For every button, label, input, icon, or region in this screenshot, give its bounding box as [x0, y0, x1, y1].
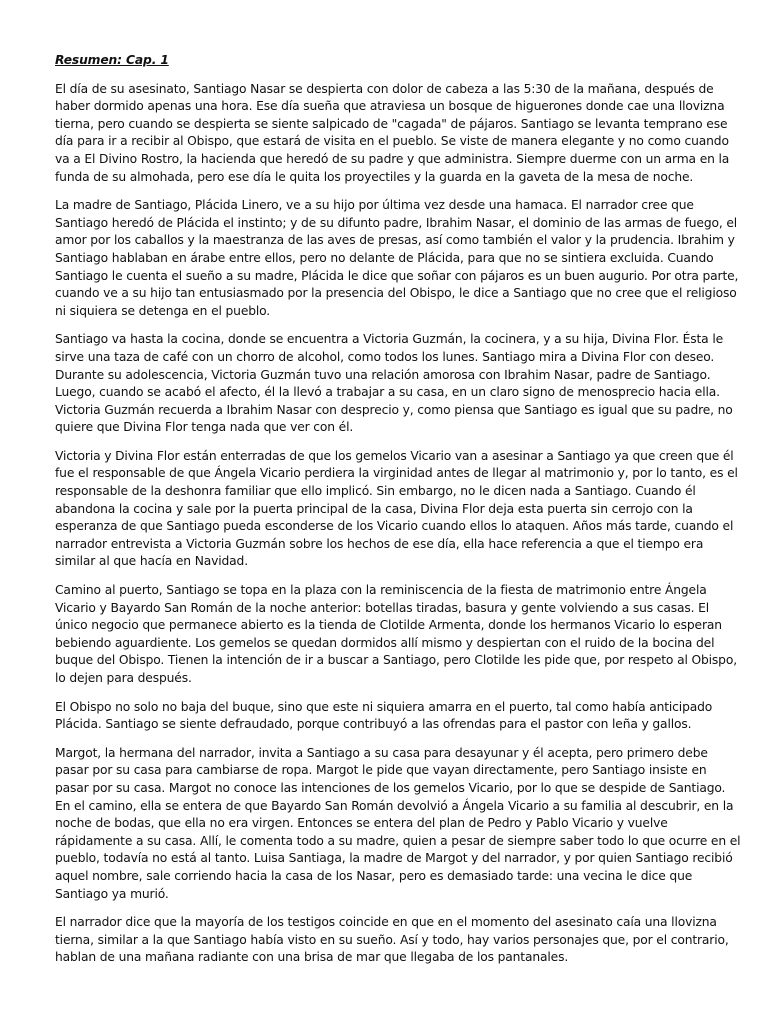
paragraph-6: El Obispo no solo no baja del buque, sino que este ni siquiera amarra en el puerto, tal como había anticipado Plácida. Santiago se siente defraudado, porque contribuyó a las ofrendas para el pastor con leña y gallos. [55, 699, 713, 732]
paragraph-4: Victoria y Divina Flor están enterradas de que los gemelos Vicario van a asesinar a Santiago ya que creen que él fue el responsable de que Ángela Vicario perdiera la virginidad antes de llegar al matrimonio y, por lo tanto, es el responsable de la deshonra familiar que ello implicó. Sin embargo, no le dicen nada a Santiago. Cuando él abandona la cocina y sale por la puerta principal de la casa, Divina Flor deja esta puerta sin cerrojo con la esperanza de que Santiago pueda esconderse de los Vicario cuando ellos lo ataquen. Años más tarde, cuando el narrador entrevista a Victoria Guzmán sobre los hechos de ese día, ella hace referencia a que el tiempo era similar al que hacía en Navidad. [55, 448, 738, 569]
paragraph-1: El día de su asesinato, Santiago Nasar se despierta con dolor de cabeza a las 5:30 de la mañana, después de haber dormido apenas una hora. Ese día sueña que atraviesa un bosque de higuerones donde cae una llovizna tierna, pero cuando se despierta se siente salpicado de "cagada" de pájaros. Santiago se levanta temprano ese día para ir a recibir al Obispo, que estará de visita en el pueblo. Se viste de manera elegante y no como cuando va a El Divino Rostro, la hacienda que heredó de su padre y que administra. Siempre duerme con un arma en la funda de su almohada, pero ese día le quita los proyectiles y la guarda en la gaveta de la mesa de noche. [55, 81, 730, 184]
paragraph-7: Margot, la hermana del narrador, invita a Santiago a su casa para desayunar y él acepta, pero primero debe pasar por su casa para cambiarse de ropa. Margot le pide que vayan directamente, pero Santiago insiste en pasar por su casa. Margot no conoce las intenciones de los gemelos Vicario, por lo que se despide de Santiago. En el camino, ella se entera de que Bayardo San Román devolvió a Ángela Vicario a su familia al descubrir, en la noche de bodas, que ella no era virgen. Entonces se entera del plan de Pedro y Pablo Vicario y vuelve rápidamente a su casa. Allí, le comenta todo a su madre, quien a pesar de siempre saber todo lo que ocurre en el pueblo, todavía no está al tanto. Luisa Santiaga, la madre de Margot y del narrador, y por quien Santiago recibió aquel nombre, sale corriendo hacia la casa de los Nasar, pero es demasiado tarde: una vecina le dice que Santiago ya murió. [55, 745, 741, 901]
paragraph-5: Camino al puerto, Santiago se topa en la plaza con la reminiscencia de la fiesta de matrimonio entre Ángela Vicario y Bayardo San Román de la noche anterior: botellas tiradas, basura y gente volviendo a sus casas. El único negocio que permanece abierto es la tienda de Clotilde Armenta, donde los hermanos Vicario lo esperan bebiendo aguardiente. Los gemelos se quedan dormidos allí mismo y despiertan con el ruido de la bocina del buque del Obispo. Tienen la intención de ir a buscar a Santiago, pero Clotilde les pide que, por respeto al Obispo, lo dejen para después. [55, 583, 737, 685]
paragraph-3: Santiago va hasta la cocina, donde se encuentra a Victoria Guzmán, la cocinera, y a su hija, Divina Flor. Ésta le sirve una taza de café con un chorro de alcohol, como todos los lunes. Santiago mira a Divina Flor con deseo. Durante su adolescencia, Victoria Guzmán tuvo una relación amorosa con Ibrahim Nasar, padre de Santiago. Luego, cuando se acabó el afecto, él la llevó a trabajar a su casa, en un claro signo de menosprecio hacia ella. Victoria Guzmán recuerda a Ibrahim Nasar con desprecio y, como piensa que Santiago es igual que su padre, no quiere que Divina Flor tenga nada que ver con él. [55, 332, 733, 435]
document-title: Resumen: Cap. 1 [55, 53, 169, 67]
paragraph-8: El narrador dice que la mayoría de los testigos coincide en que en el momento del asesinato caía una llovizna tierna, similar a la que Santiago había visto en su sueño. Así y todo, hay varios personajes que, por el contrario, hablan de una mañana radiante con una brisa de mar que llegaba de los pantanales. [55, 915, 729, 965]
paragraph-2: La madre de Santiago, Plácida Linero, ve a su hijo por última vez desde una hamaca. El narrador cree que Santiago heredó de Plácida el instinto; y de su difunto padre, Ibrahim Nasar, el dominio de las armas de fuego, el amor por los caballos y la maestranza de las aves de presas, así como también el valor y la prudencia. Ibrahim y Santiago hablaban en árabe entre ellos, pero no delante de Plácida, para que no se sintiera excluida. Cuando Santiago le cuenta el sueño a su madre, Plácida le dice que soñar con pájaros es un buen augurio. Por otra parte, cuando ve a su hijo tan entusiasmado por la presencia del Obispo, le dice a Santiago que no cree que el religioso ni siquiera se detenga en el pueblo. [55, 198, 739, 318]
document-page [55, 52, 741, 978]
